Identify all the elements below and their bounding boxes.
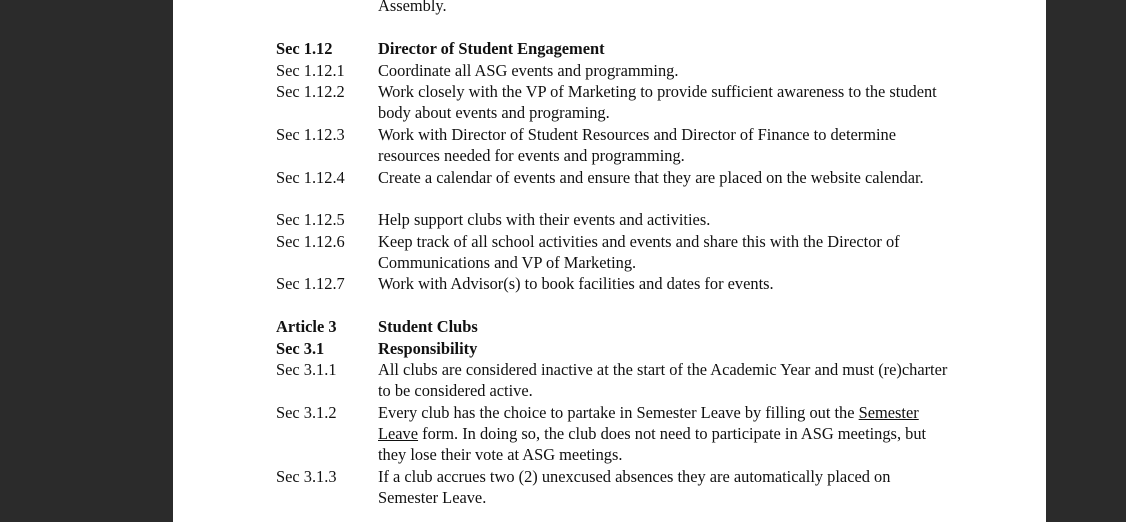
clause-text-after: form. In doing so, the club does not need to participate in ASG meetings, but they lose their vote at ASG meetings. [378, 424, 927, 464]
clause-text: Work with Advisor(s) to book facilities and dates for events. [378, 274, 774, 293]
section-title: Responsibility [378, 339, 478, 358]
semester-leave-link[interactable]: Semester Leave [378, 403, 919, 443]
clause-number: Sec 3.1.3 [276, 467, 337, 486]
clause-text: Create a calendar of events and ensure that they are placed on the website calendar. [378, 168, 924, 187]
clause-text [378, 402, 948, 465]
clause-number: Sec 1.12.4 [276, 168, 345, 187]
section-number: Sec 3.1 [276, 339, 325, 358]
clause-number: Sec 1.12.7 [276, 274, 345, 293]
clause-text: Work with Director of Student Resources and Director of Finance to determine resources needed for events and programming. [378, 125, 897, 165]
article-title: Student Clubs [378, 317, 478, 336]
clause-text: Keep track of all school activities and events and share this with the Director of Communications and VP of Marketing. [378, 232, 900, 272]
document-page [173, 0, 1046, 522]
clause-number: Sec 1.12.1 [276, 61, 345, 80]
clause-text: All clubs are considered inactive at the start of the Academic Year and must (re)charter to be considered active. [378, 360, 948, 400]
clause-text: Help support clubs with their events and activities. [378, 210, 711, 229]
clause-number: Sec 1.12.5 [276, 210, 345, 229]
top-fragment-text: Assembly. [378, 0, 447, 15]
article-number: Article 3 [276, 317, 337, 336]
clause-text: Work closely with the VP of Marketing to provide sufficient awareness to the student body about events and programing. [378, 82, 937, 122]
clause-text: If a club accrues two (2) unexcused absences they are automatically placed on Semester Leave. [378, 467, 891, 507]
clause-number: Sec 1.12.2 [276, 82, 345, 101]
clause-text-before: Every club has the choice to partake in Semester Leave by filling out the [378, 403, 855, 422]
clause-number: Sec 1.12.6 [276, 232, 345, 251]
clause-number: Sec 3.1.1 [276, 360, 337, 379]
section-number: Sec 1.12 [276, 39, 333, 58]
clause-number: Sec 1.12.3 [276, 125, 345, 144]
section-title: Director of Student Engagement [378, 39, 605, 58]
clause-text: Coordinate all ASG events and programming. [378, 61, 679, 80]
clause-number: Sec 3.1.2 [276, 403, 337, 422]
